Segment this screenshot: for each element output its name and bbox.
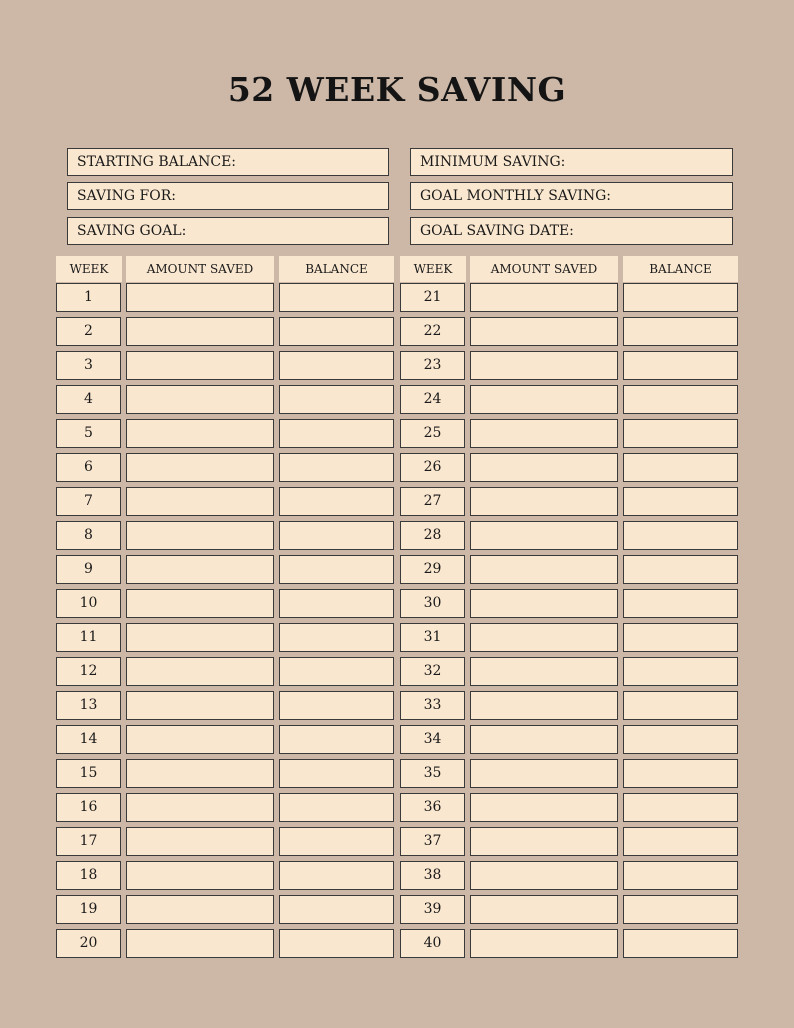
minimum-saving-field[interactable]: MINIMUM SAVING: [410, 148, 733, 176]
amount-saved-cell[interactable] [470, 589, 618, 618]
amount-saved-cell[interactable] [126, 725, 274, 754]
week-number-cell: 14 [56, 725, 121, 754]
amount-saved-cell[interactable] [126, 759, 274, 788]
balance-cell[interactable] [623, 895, 738, 924]
week-number-cell: 13 [56, 691, 121, 720]
balance-cell[interactable] [279, 419, 394, 448]
amount-saved-cell[interactable] [126, 317, 274, 346]
balance-cell[interactable] [279, 555, 394, 584]
amount-saved-cell[interactable] [126, 793, 274, 822]
balance-cell[interactable] [623, 317, 738, 346]
week-number-cell: 9 [56, 555, 121, 584]
balance-cell[interactable] [279, 385, 394, 414]
balance-cell[interactable] [623, 725, 738, 754]
week-number-cell: 39 [400, 895, 465, 924]
week-number-cell: 31 [400, 623, 465, 652]
balance-cell[interactable] [623, 759, 738, 788]
balance-cell[interactable] [623, 827, 738, 856]
week-number-cell: 8 [56, 521, 121, 550]
saving-for-field[interactable]: SAVING FOR: [67, 182, 389, 210]
week-number-cell: 2 [56, 317, 121, 346]
amount-saved-cell[interactable] [126, 589, 274, 618]
balance-cell[interactable] [279, 317, 394, 346]
amount-saved-cell[interactable] [126, 861, 274, 890]
balance-cell[interactable] [623, 589, 738, 618]
week-number-cell: 38 [400, 861, 465, 890]
balance-cell[interactable] [623, 487, 738, 516]
page-title: 52 WEEK SAVING [227, 70, 567, 109]
amount-saved-cell[interactable] [126, 487, 274, 516]
amount-saved-cell[interactable] [470, 317, 618, 346]
week-number-cell: 7 [56, 487, 121, 516]
balance-cell[interactable] [623, 351, 738, 380]
balance-cell[interactable] [623, 861, 738, 890]
week-number-cell: 28 [400, 521, 465, 550]
week-number-cell: 3 [56, 351, 121, 380]
week-number-cell: 34 [400, 725, 465, 754]
balance-cell[interactable] [279, 759, 394, 788]
week-number-cell: 17 [56, 827, 121, 856]
week-number-cell: 6 [56, 453, 121, 482]
balance-cell[interactable] [279, 657, 394, 686]
week-number-cell: 21 [400, 283, 465, 312]
balance-header-right: BALANCE [623, 256, 738, 282]
amount-saved-cell[interactable] [126, 555, 274, 584]
amount-saved-cell[interactable] [470, 521, 618, 550]
week-number-cell: 1 [56, 283, 121, 312]
week-number-cell: 15 [56, 759, 121, 788]
week-header-left: WEEK [56, 256, 122, 282]
amount-saved-cell[interactable] [470, 487, 618, 516]
week-number-cell: 25 [400, 419, 465, 448]
week-number-cell: 30 [400, 589, 465, 618]
week-number-cell: 26 [400, 453, 465, 482]
week-number-cell: 12 [56, 657, 121, 686]
amount-saved-cell[interactable] [126, 827, 274, 856]
amount-saved-cell[interactable] [470, 725, 618, 754]
week-number-cell: 40 [400, 929, 465, 958]
balance-cell[interactable] [279, 623, 394, 652]
week-number-cell: 27 [400, 487, 465, 516]
amount-saved-cell[interactable] [470, 895, 618, 924]
week-number-cell: 36 [400, 793, 465, 822]
balance-cell[interactable] [279, 725, 394, 754]
amount-saved-header-right: AMOUNT SAVED [470, 256, 618, 282]
starting-balance-field[interactable]: STARTING BALANCE: [67, 148, 389, 176]
balance-cell[interactable] [279, 283, 394, 312]
amount-saved-cell[interactable] [126, 895, 274, 924]
amount-saved-cell[interactable] [126, 929, 274, 958]
week-number-cell: 19 [56, 895, 121, 924]
amount-saved-cell[interactable] [126, 419, 274, 448]
amount-saved-cell[interactable] [470, 453, 618, 482]
balance-cell[interactable] [279, 929, 394, 958]
balance-cell[interactable] [279, 895, 394, 924]
amount-saved-cell[interactable] [470, 657, 618, 686]
balance-cell[interactable] [279, 589, 394, 618]
amount-saved-cell[interactable] [470, 827, 618, 856]
week-number-cell: 22 [400, 317, 465, 346]
amount-saved-cell[interactable] [470, 861, 618, 890]
amount-saved-cell[interactable] [470, 691, 618, 720]
balance-cell[interactable] [623, 521, 738, 550]
goal-monthly-saving-field[interactable]: GOAL MONTHLY SAVING: [410, 182, 733, 210]
amount-saved-cell[interactable] [126, 283, 274, 312]
balance-cell[interactable] [279, 861, 394, 890]
amount-saved-cell[interactable] [470, 283, 618, 312]
amount-saved-cell[interactable] [470, 555, 618, 584]
week-header-right: WEEK [400, 256, 466, 282]
amount-saved-cell[interactable] [126, 385, 274, 414]
amount-saved-cell[interactable] [470, 419, 618, 448]
balance-cell[interactable] [623, 657, 738, 686]
amount-saved-cell[interactable] [470, 385, 618, 414]
amount-saved-cell[interactable] [470, 623, 618, 652]
balance-cell[interactable] [623, 283, 738, 312]
amount-saved-cell[interactable] [126, 453, 274, 482]
balance-cell[interactable] [279, 691, 394, 720]
amount-saved-cell[interactable] [126, 691, 274, 720]
balance-cell[interactable] [623, 793, 738, 822]
amount-saved-header-left: AMOUNT SAVED [126, 256, 274, 282]
amount-saved-cell[interactable] [126, 623, 274, 652]
week-number-cell: 33 [400, 691, 465, 720]
amount-saved-cell[interactable] [126, 657, 274, 686]
balance-cell[interactable] [279, 827, 394, 856]
balance-cell[interactable] [279, 487, 394, 516]
week-number-cell: 35 [400, 759, 465, 788]
week-number-cell: 29 [400, 555, 465, 584]
week-number-cell: 18 [56, 861, 121, 890]
balance-cell[interactable] [279, 793, 394, 822]
balance-cell[interactable] [623, 453, 738, 482]
balance-cell[interactable] [623, 623, 738, 652]
balance-cell[interactable] [279, 521, 394, 550]
saving-goal-field[interactable]: SAVING GOAL: [67, 217, 389, 245]
balance-cell[interactable] [623, 929, 738, 958]
balance-cell[interactable] [623, 385, 738, 414]
amount-saved-cell[interactable] [470, 793, 618, 822]
week-number-cell: 11 [56, 623, 121, 652]
balance-header-left: BALANCE [279, 256, 394, 282]
balance-cell[interactable] [623, 555, 738, 584]
week-number-cell: 10 [56, 589, 121, 618]
week-number-cell: 16 [56, 793, 121, 822]
goal-saving-date-field[interactable]: GOAL SAVING DATE: [410, 217, 733, 245]
amount-saved-cell[interactable] [126, 351, 274, 380]
week-number-cell: 5 [56, 419, 121, 448]
amount-saved-cell[interactable] [470, 759, 618, 788]
week-number-cell: 23 [400, 351, 465, 380]
balance-cell[interactable] [623, 691, 738, 720]
balance-cell[interactable] [279, 453, 394, 482]
balance-cell[interactable] [279, 351, 394, 380]
amount-saved-cell[interactable] [470, 351, 618, 380]
week-number-cell: 24 [400, 385, 465, 414]
amount-saved-cell[interactable] [126, 521, 274, 550]
amount-saved-cell[interactable] [470, 929, 618, 958]
week-number-cell: 4 [56, 385, 121, 414]
week-number-cell: 20 [56, 929, 121, 958]
week-number-cell: 37 [400, 827, 465, 856]
balance-cell[interactable] [623, 419, 738, 448]
week-number-cell: 32 [400, 657, 465, 686]
